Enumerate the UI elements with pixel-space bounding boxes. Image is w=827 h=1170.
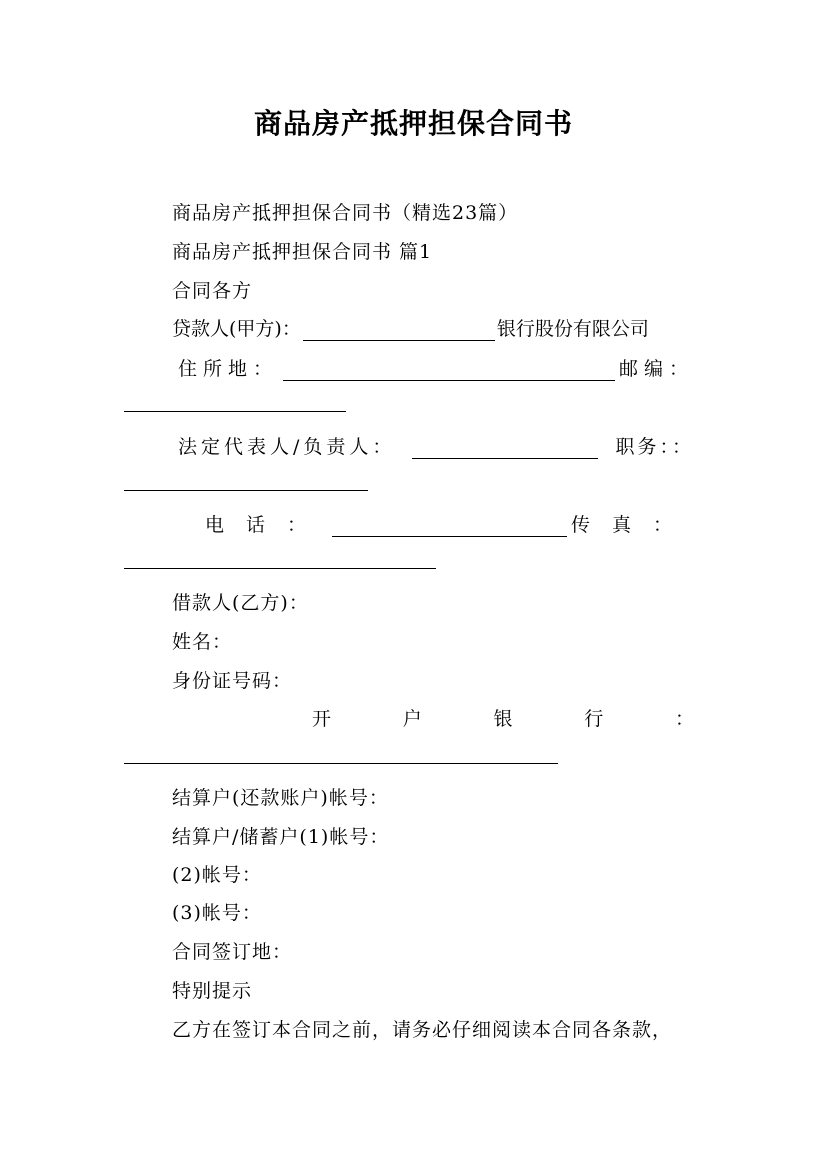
bank-char: 开 <box>312 708 332 730</box>
lender-blank <box>303 322 495 341</box>
phone-label: 电话： <box>205 514 329 536</box>
bank-char: 银 <box>493 708 513 730</box>
lender-suffix: 银行股份有限公司 <box>496 318 649 340</box>
account-3-label: (3)帐号： <box>172 902 262 924</box>
representative-label: 法定代表人/负责人： <box>178 436 396 458</box>
settlement-account-label: 结算户(还款账户)帐号： <box>172 787 389 809</box>
document-subtitle: 商品房产抵押担保合同书（精选23篇） <box>172 202 519 224</box>
borrower-name-label: 姓名： <box>172 631 233 653</box>
part-heading: 商品房产抵押担保合同书 篇1 <box>172 241 433 263</box>
address-label: 住所地： <box>178 358 279 380</box>
position-label: 职务：： <box>615 436 694 458</box>
borrower-id-label: 身份证号码： <box>172 670 293 692</box>
address-row <box>178 354 694 381</box>
bank-blank <box>124 763 558 764</box>
savings-account-1-label: 结算户/储蓄户(1)帐号： <box>172 826 390 848</box>
postcode-label: 邮编： <box>618 358 694 380</box>
bank-row <box>312 704 694 731</box>
lender-label: 贷款人(甲方)： <box>172 318 301 340</box>
postcode-blank <box>124 411 346 412</box>
representative-blank <box>412 440 598 459</box>
lender-row <box>172 314 649 341</box>
representative-row <box>178 432 694 459</box>
bank-char: 行 <box>584 708 604 730</box>
position-blank <box>124 490 368 491</box>
fax-label: 传真： <box>570 514 694 536</box>
notice-paragraph: 乙方在签订本合同之前，请务必仔细阅读本合同各条款， <box>172 1019 673 1041</box>
phone-blank <box>332 518 567 537</box>
fax-blank <box>124 568 436 569</box>
account-2-label: (2)帐号： <box>172 864 262 886</box>
bank-char: 户 <box>402 708 422 730</box>
parties-heading: 合同各方 <box>172 280 253 302</box>
signing-place-label: 合同签订地： <box>172 941 293 963</box>
bank-char: ： <box>674 708 694 730</box>
borrower-label: 借款人(乙方)： <box>172 592 309 614</box>
address-blank <box>283 362 615 381</box>
document-title: 商品房产抵押担保合同书 <box>253 107 573 140</box>
special-notice-heading: 特别提示 <box>172 980 253 1002</box>
phone-row <box>205 510 694 537</box>
